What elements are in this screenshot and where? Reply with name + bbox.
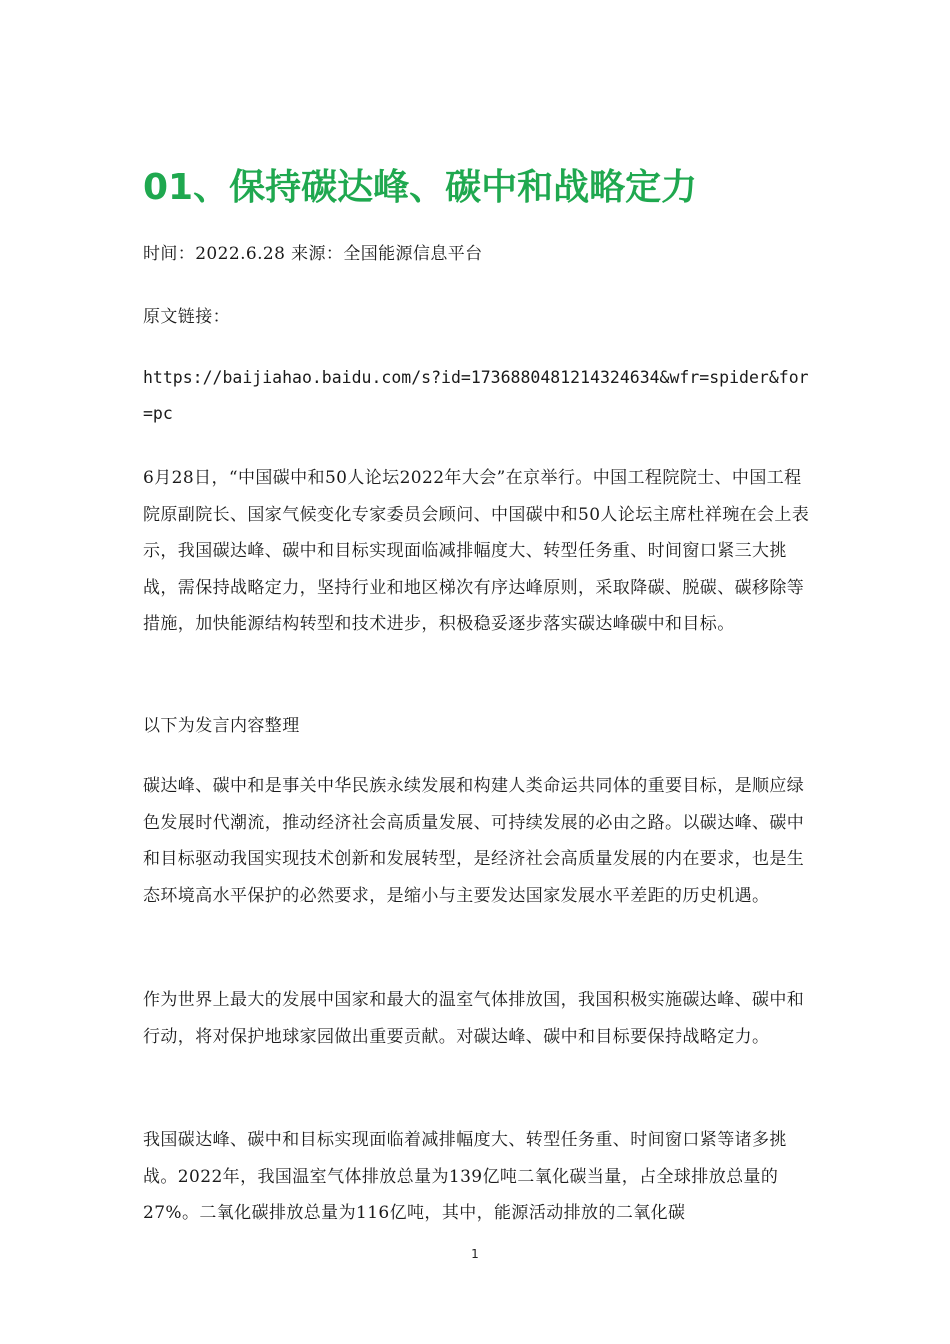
article-title: 01、保持碳达峰、碳中和战略定力	[143, 167, 698, 208]
paragraph-body: 碳达峰、碳中和是事关中华民族永续发展和构建人类命运共同体的重要目标，是顺应绿色发展时代潮流，推动经济社会高质量发展、可持续发展的必由之路。以碳达峰、碳中和目标驱动我国实现技术创新和发展转型，是经济社会高质量发展的内在要求，也是生态环境高水平保护的必然要求，是缩小与主要发达国家发展水平差距的历史机遇。	[143, 776, 805, 906]
paragraph-body: 作为世界上最大的发展中国家和最大的温室气体排放国，我国积极实施碳达峰、碳中和行动，将对保护地球家园做出重要贡献。对碳达峰、碳中和目标要保持战略定力。	[143, 990, 805, 1047]
paragraph-body: 我国碳达峰、碳中和目标实现面临着减排幅度大、转型任务重、时间窗口紧等诸多挑战。2022年，我国温室气体排放总量为139亿吨二氧化碳当量，占全球排放总量的27%。二氧化碳排放总量为116亿吨，其中，能源活动排放的二氧化碳	[143, 1130, 787, 1223]
paragraph-speech-heading: 以下为发言内容整理	[143, 716, 300, 736]
page-number: 1	[471, 1247, 479, 1261]
source-url-link[interactable]: https://baijiahao.baidu.com/s?id=1736880481214324634&wfr=spider&for=pc	[143, 368, 809, 423]
source-link-label: 原文链接：	[143, 307, 230, 327]
article-meta: 时间：2022.6.28 来源：全国能源信息平台	[143, 244, 483, 264]
paragraph-intro: 6月28日，“中国碳中和50人论坛2022年大会”在京举行。中国工程院院士、中国工程院原副院长、国家气候变化专家委员会顾问、中国碳中和50人论坛主席杜祥琬在会上表示，我国碳达峰、碳中和目标实现面临减排幅度大、转型任务重、时间窗口紧三大挑战，需保持战略定力，坚持行业和地区梯次有序达峰原则，采取降碳、脱碳、碳移除等措施，加快能源结构转型和技术进步，积极稳妥逐步落实碳达峰碳中和目标。	[143, 468, 810, 634]
